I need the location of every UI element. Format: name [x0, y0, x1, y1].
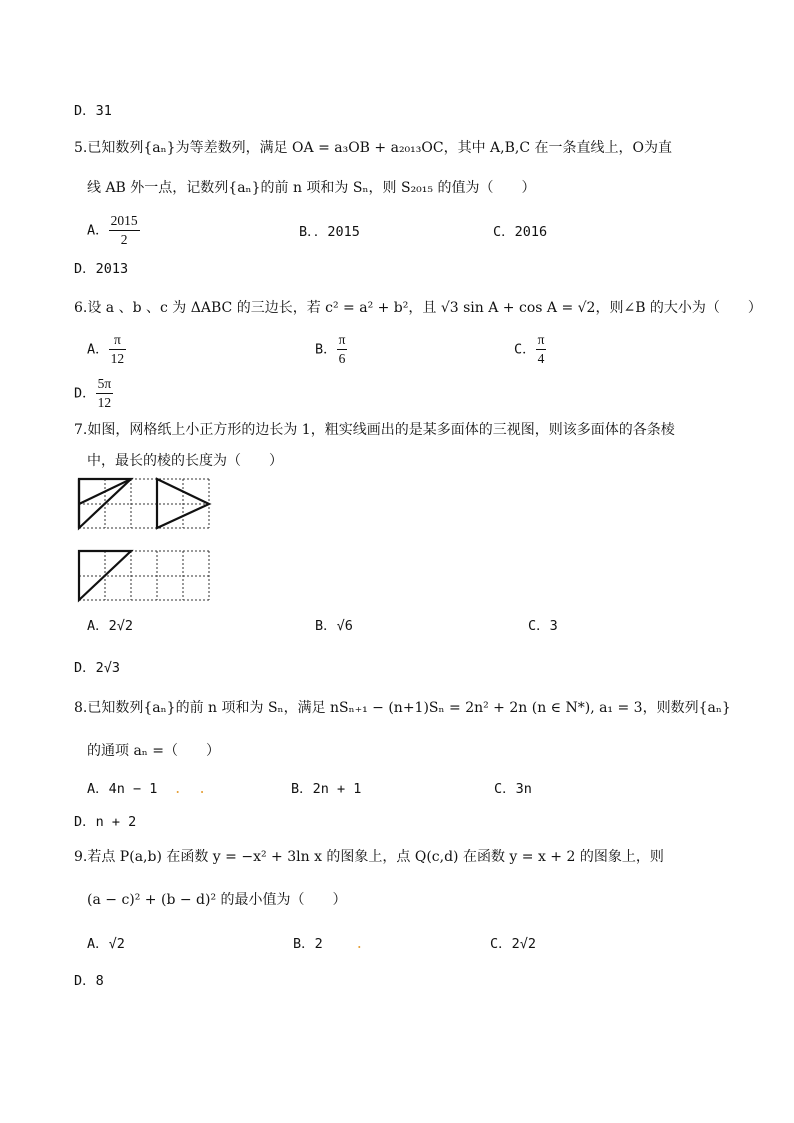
q6-option-b-denominator: 6	[338, 351, 346, 366]
q5-option-a	[87, 212, 140, 249]
q5-option-b: B．．2015	[299, 224, 360, 240]
q6-line1: 6.设 a 、b 、c 为 ΔABC 的三边长，若 c² = a² + b²，且 √3 sin A + cos A = √2，则∠B 的大小为（ ）	[74, 300, 762, 316]
q6-option-d-denominator: 12	[97, 395, 112, 410]
q6-option-a	[87, 331, 126, 368]
q9-line2: (a − c)² + (b − d)² 的最小值为（ ）	[87, 892, 347, 908]
q6-option-a-label: A．	[87, 341, 109, 358]
three-view-figure	[76, 476, 216, 604]
q6-option-c	[514, 331, 546, 368]
q9-line1: 9.若点 P(a,b) 在函数 y = −x² + 3ln x 的图象上，点 Q(c,d) 在函数 y = x + 2 的图象上，则	[74, 849, 664, 865]
q9-option-c: C．2√2	[490, 936, 537, 952]
q9-option-b	[293, 934, 363, 954]
q5-option-a-denominator: 2	[120, 232, 128, 247]
q9-option-d: D．8	[74, 973, 104, 989]
q6-option-b-fraction	[337, 331, 348, 368]
q6-option-c-fraction	[536, 331, 547, 368]
q9-option-a: A．√2	[87, 936, 125, 952]
q5-option-c: C．2016	[493, 224, 548, 240]
q8-line1: 8.已知数列{aₙ}的前 n 项和为 Sₙ，满足 nSₙ₊₁ − (n+1)Sₙ = 2n² + 2n (n ∈ N*), a₁ = 3，则数列{aₙ}	[74, 700, 731, 716]
q5-option-a-label: A．	[87, 222, 109, 239]
q7-option-d: D．2√3	[74, 660, 121, 676]
q6-option-c-label: C．	[514, 341, 536, 358]
q6-option-b-label: B．	[315, 341, 337, 358]
q6-option-c-denominator: 4	[537, 351, 545, 366]
q7-line2: 中，最长的棱的长度为（ ）	[87, 453, 283, 469]
q6-option-b	[315, 331, 347, 368]
q6-option-a-denominator: 12	[110, 351, 125, 366]
stray-dot-mark: . .	[157, 781, 207, 797]
q7-line1: 7.如图，网格纸上小正方形的边长为 1，粗实线画出的是某多面体的三视图，则该多面体的各条棱	[74, 422, 675, 438]
q8-option-c: C．3n	[494, 781, 532, 797]
q9-option-b-text: B．2	[293, 936, 323, 952]
q8-option-a-text: A．4n − 1	[87, 781, 158, 797]
q5-line2: 线 AB 外一点，记数列{aₙ}的前 n 项和为 Sₙ，则 S₂₀₁₅ 的值为（ ）	[87, 180, 536, 196]
stray-dot-mark-2: .	[322, 936, 364, 952]
q7-option-b: B．√6	[315, 618, 353, 634]
q6-option-a-numerator: π	[109, 331, 127, 350]
q6-option-b-numerator: π	[337, 331, 348, 350]
q6-option-d-label: D．	[74, 385, 96, 402]
q8-option-d: D．n + 2	[74, 814, 137, 830]
q6-option-c-numerator: π	[536, 331, 547, 350]
q8-option-b: B．2n + 1	[291, 781, 362, 797]
q5-option-a-fraction	[109, 212, 140, 249]
prev-option-d: D．31	[74, 103, 112, 119]
q5-option-a-numerator: 2015	[109, 212, 140, 231]
q8-option-a	[87, 779, 206, 799]
q7-option-c: C．3	[528, 618, 558, 634]
q7-option-a: A．2√2	[87, 618, 134, 634]
q5-option-d: D．2013	[74, 261, 129, 277]
q8-line2: 的通项 aₙ =（ ）	[87, 743, 221, 759]
q6-option-d-numerator: 5π	[96, 375, 114, 394]
q6-option-d-fraction	[96, 375, 114, 412]
q6-option-d	[74, 375, 113, 412]
q6-option-a-fraction	[109, 331, 127, 368]
q5-line1: 5.已知数列{aₙ}为等差数列，满足 OA = a₃OB + a₂₀₁₃OC，其中 A,B,C 在一条直线上，O为直	[74, 140, 672, 156]
